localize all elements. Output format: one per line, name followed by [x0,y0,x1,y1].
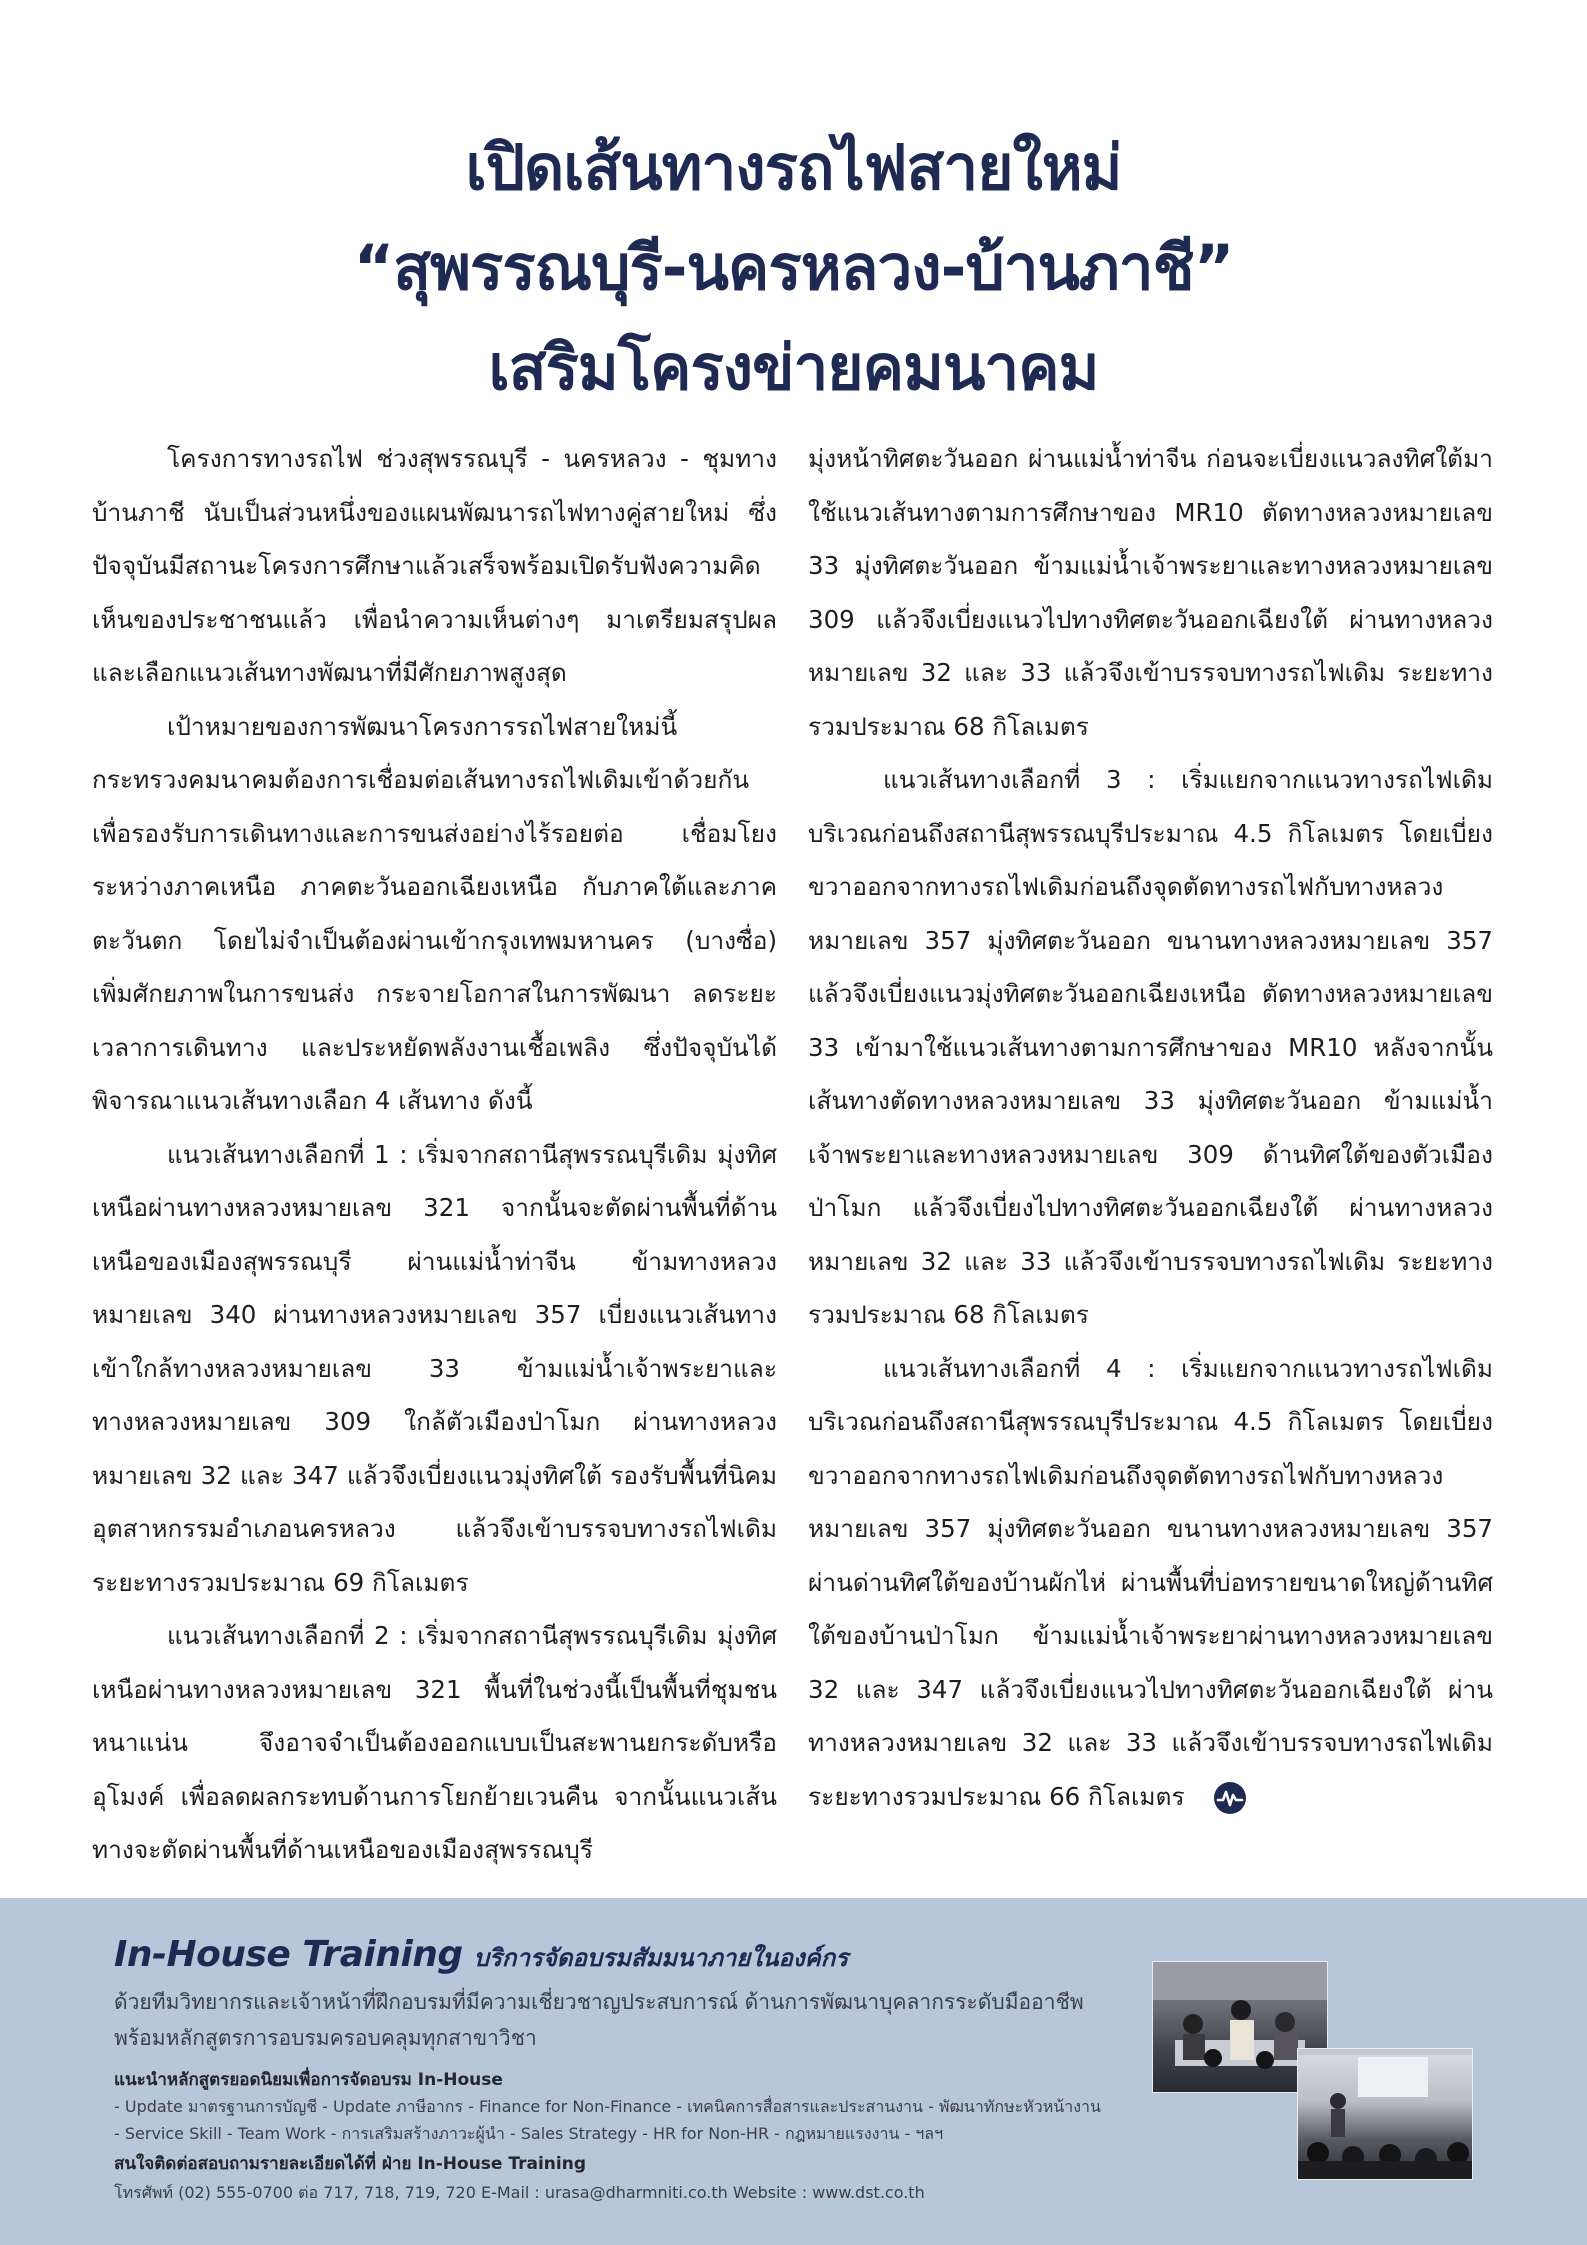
article-paragraph-route-1: แนวเส้นทางเลือกที่ 1 : เริ่มจากสถานีสุพรรณบุรีเดิม มุ่งทิศเหนือผ่านทางหลวงหมายเลข 321 จากนั้นจะตัดผ่านพื้นที่ด้านเหนือของเมืองสุพรรณบุรี ผ่านแม่น้ำท่าจีน ข้ามทางหลวงหมายเลข 340 ผ่านทางหลวงหมายเลข 357 เบี่ยงแนวเส้นทางเข้าใกล้ทางหลวงหมายเลข 33 ข้ามแม่น้ำเจ้าพระยาและทางหลวงหมายเลข 309 ใกล้ตัวเมืองป่าโมก ผ่านทางหลวงหมายเลข 32 และ 347 แล้วจึงเบี่ยงแนวมุ่งทิศใต้ รองรับพื้นที่นิคมอุตสาหกรรมอำเภอนครหลวง แล้วจึงเข้าบรรจบทางรถไฟเดิม ระยะทางรวมประมาณ 69 กิโลเมตร [92,1139,777,1597]
seminar-audience-photo [1297,2048,1473,2180]
banner-courses-2: - Service Skill - Team Work - การเสริมสร้างภาวะผู้นำ - Sales Strategy - HR for Non-HR - กฎหมายแรงงาน - ฯลฯ [114,2124,944,2143]
banner-title-sub: บริการจัดอบรมสัมมนาภายในองค์กร [473,1944,849,1972]
article-paragraph-goal: เป้าหมายของการพัฒนาโครงการรถไฟสายใหม่นี้ กระทรวงคมนาคมต้องการเชื่อมต่อเส้นทางรถไฟเดิมเข้าด้วยกัน เพื่อรองรับการเดินทางและการขนส่งอย่างไร้รอยต่อ เชื่อมโยงระหว่างภาคเหนือ ภาคตะวันออกเฉียงเหนือ กับภาคใต้และภาคตะวันตก โดยไม่จำเป็นต้องผ่านเข้ากรุงเทพมหานคร (บางซื่อ) เพิ่มศักยภาพในการขนส่ง กระจายโอกาสในการพัฒนา ลดระยะเวลาการเดินทาง และประหยัดพลังงานเชื้อเพลิง ซึ่งปัจจุบันได้พิจารณาแนวเส้นทางเลือก 4 เส้นทาง ดังนี้ [92,711,777,1115]
banner-title-main: In-House Training [114,1934,463,1975]
article-column-right [808,432,1493,1823]
article-paragraph-intro: โครงการทางรถไฟ ช่วงสุพรรณบุรี - นครหลวง - ชุมทางบ้านภาชี นับเป็นส่วนหนึ่งของแผนพัฒนารถไฟทางคู่สายใหม่ ซึ่งปัจจุบันมีสถานะโครงการศึกษาแล้วเสร็จพร้อมเปิดรับฟังความคิดเห็นของประชาชนแล้ว เพื่อนำความเห็นต่างๆ มาเตรียมสรุปผลและเลือกแนวเส้นทางพัฒนาที่มีศักยภาพสูงสุด [92,444,777,687]
headline-line-2: “สุพรรณบุรี-นครหลวง-บ้านภาชี” [353,231,1234,304]
banner-contact-heading: สนใจติดต่อสอบถามรายละเอียดได้ที่ ฝ่าย In-House Training [114,2154,586,2174]
banner-title [114,1934,848,1977]
banner-contact-details: โทรศัพท์ (02) 555-0700 ต่อ 717, 718, 719, 720 E-Mail : urasa@dharmniti.co.th Website : www.dst.co.th [114,2183,925,2202]
banner-description-2: พร้อมหลักสูตรการอบรมครอบคลุมทุกสาขาวิชา [114,2026,537,2050]
in-house-training-banner [0,1898,1587,2245]
banner-recommend-heading: แนะนำหลักสูตรยอดนิยมเพื่อการจัดอบรม In-House [114,2070,503,2090]
seminar-audience-photo-art [1298,2049,1472,2179]
route-4-text: แนวเส้นทางเลือกที่ 4 : เริ่มแยกจากแนวทางรถไฟเดิมบริเวณก่อนถึงสถานีสุพรรณบุรีประมาณ 4.5 กิโลเมตร โดยเบี่ยงขวาออกจากทางรถไฟเดิมก่อนถึงจุดตัดทางรถไฟกับทางหลวงหมายเลข 357 มุ่งทิศตะวันออก ขนานทางหลวงหมายเลข 357 ผ่านด่านทิศใต้ของบ้านผักไห่ ผ่านพื้นที่บ่อทรายขนาดใหญ่ด้านทิศใต้ของบ้านป่าโมก ข้ามแม่น้ำเจ้าพระยาผ่านทางหลวงหมายเลข 32 และ 347 แล้วจึงเบี่ยงแนวไปทางทิศตะวันออกเฉียงใต้ ผ่านทางหลวงหมายเลข 32 และ 33 แล้วจึงเข้าบรรจบทางรถไฟเดิม ระยะทางรวมประมาณ 66 กิโลเมตร [808,1353,1493,1811]
article-paragraph-route-4 [808,1342,1493,1824]
headline [0,118,1587,418]
article-paragraph-route-2-continued: มุ่งหน้าทิศตะวันออก ผ่านแม่น้ำท่าจีน ก่อนจะเบี่ยงแนวลงทิศใต้มาใช้แนวเส้นทางตามการศึกษาของ MR10 ตัดทางหลวงหมายเลข 33 มุ่งทิศตะวันออก ข้ามแม่น้ำเจ้าพระยาและทางหลวงหมายเลข 309 แล้วจึงเบี่ยงแนวไปทางทิศตะวันออกเฉียงใต้ ผ่านทางหลวงหมายเลข 32 และ 33 แล้วจึงเข้าบรรจบทางรถไฟเดิม ระยะทางรวมประมาณ 68 กิโลเมตร [808,444,1493,741]
banner-courses-1: - Update มาตรฐานการบัญชี - Update ภาษีอากร - Finance for Non-Finance - เทคนิคการสื่อสารและประสานงาน - พัฒนาทักษะหัวหน้างาน [114,2097,1101,2116]
article-paragraph-route-2: แนวเส้นทางเลือกที่ 2 : เริ่มจากสถานีสุพรรณบุรีเดิม มุ่งทิศเหนือผ่านทางหลวงหมายเลข 321 พื้นที่ในช่วงนี้เป็นพื้นที่ชุมชนหนาแน่น จึงอาจจำเป็นต้องออกแบบเป็นสะพานยกระดับหรืออุโมงค์ เพื่อลดผลกระทบด้านการโยกย้ายเวนคืน จากนั้นแนวเส้นทางจะตัดผ่านพื้นที่ด้านเหนือของเมืองสุพรรณบุรี [92,1621,777,1864]
headline-line-3: เสริมโครงข่ายคมนาคม [488,331,1099,404]
banner-description-1: ด้วยทีมวิทยากรและเจ้าหน้าที่ฝึกอบรมที่มีความเชี่ยวชาญประสบการณ์ ด้านการพัฒนาบุคลากรระดับมืออาชีพ [114,1990,1084,2014]
headline-line-1: เปิดเส้นทางรถไฟสายใหม่ [465,131,1122,204]
dst-logo-icon [1213,1781,1247,1815]
article-column-left [92,432,777,1877]
article-paragraph-route-3: แนวเส้นทางเลือกที่ 3 : เริ่มแยกจากแนวทางรถไฟเดิมบริเวณก่อนถึงสถานีสุพรรณบุรีประมาณ 4.5 กิโลเมตร โดยเบี่ยงขวาออกจากทางรถไฟเดิมก่อนถึงจุดตัดทางรถไฟกับทางหลวงหมายเลข 357 มุ่งทิศตะวันออก ขนานทางหลวงหมายเลข 357 แล้วจึงเบี่ยงแนวมุ่งทิศตะวันออกเฉียงเหนือ ตัดทางหลวงหมายเลข 33 เข้ามาใช้แนวเส้นทางตามการศึกษาของ MR10 หลังจากนั้นเส้นทางตัดทางหลวงหมายเลข 33 มุ่งทิศตะวันออก ข้ามแม่น้ำเจ้าพระยาและทางหลวงหมายเลข 309 ด้านทิศใต้ของตัวเมืองป่าโมก แล้วจึงเบี่ยงไปทางทิศตะวันออกเฉียงใต้ ผ่านทางหลวงหมายเลข 32 และ 33 แล้วจึงเข้าบรรจบทางรถไฟเดิม ระยะทางรวมประมาณ 68 กิโลเมตร [808,765,1493,1329]
